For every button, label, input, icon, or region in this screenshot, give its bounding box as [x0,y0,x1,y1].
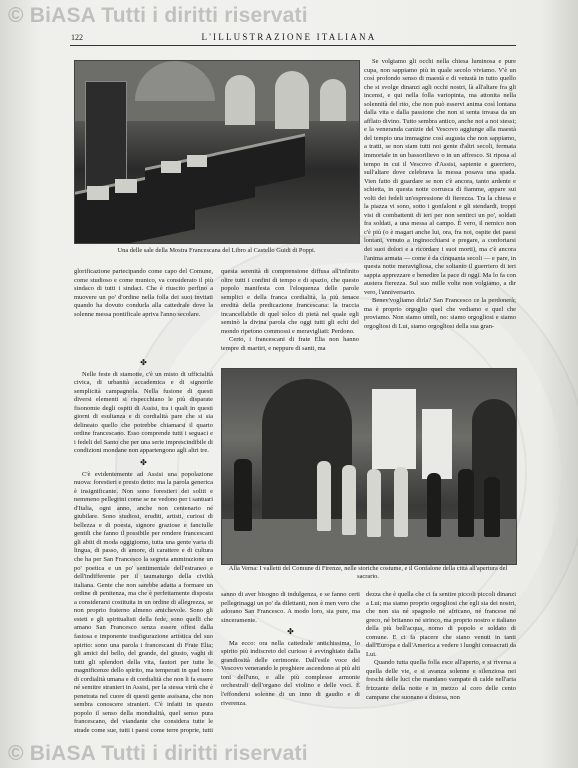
photo-arch [262,379,352,529]
photo-friar-figure [234,459,252,531]
paragraph: Se volgiamo gli occhi nella chiesa luminosa e pure cupa, non sappiamo più in quale secolo viviamo. V'è un così profondo senso di maestà e di vetustà in tutto quello che si svolge dinanzi agli occhi nostri, là all'altare fra gli incensi, e qui nella folla variopinta, ma attonita nella solennità del rito, che non può esservi anima così lontana dalla vita e dalla passione che non si senta invasa da un afflato divino. Tutto sembra antico, anche noi a noi stessi; e la veneranda canizie del Vescovo aggiunge alla maestà del tempio una immagine così augusta che non sappiamo, a tratti, se non siam tutti noi gente d'altri secoli, fermata immortale in un bassorilievo o in un affresco. Si riposa al tempo in cui il Vescovo d'Assisi, sapiente e guerriero, sull'altare dove celebrava la messa posava una spada. Vien fatto di guardare se non c'è ancora, tanto ardente e schietta, in questa notte corrusca di fiamme, appare sui volti dei fedeli un'espressione di fierezza. Tra la chiesa e la piazza vi sono, sotto i gonfaloni e gli stendardi, troppi visi di combattenti di ieri per non sentirci un po', soldati fra soldati, a una messa al campo. È vero, il nemico non c'è più (o è magari anche lui, ora, fra noi, ospite dei paesi lontani, venuto a inginocchiarsi e pregare, a confortarsi dei suoi dolori e a ricordare i suoi morti), ma c'è ancora l'anima armata — come è da cinquanta secoli — e pare, in questa notte meravigliosa, che soltanto il guerriero di ieri sappia apprezzare e benedire la pace di oggi. Ma lo fa con austera fierezza. Sul suo mille volte non volgiamo, a dir vero, l'anniversario. [364,58,516,296]
photo-window [275,71,309,129]
photo-crowd-figure [427,473,441,537]
paragraph: Certo, i francescani di frate Elia non hanno tempre di martiri, e neppure di santi, ma [221,336,359,352]
paragraph: Benev'vogliamo dirla? San Francesco ce la perdonerà; ma è proprio orgoglio quel che vediamo e quel che proviamo. Non siamo umili, no: siamo orgogliosi e siamo orgogliosi di Lui, siamo orgogliosi della sua gran- [364,297,516,330]
watermark-bottom: © BiASA Tutti i diritti riservati [8,742,308,765]
text-column-1-top [74,268,213,348]
paragraph: questa serenità di comprensione diffusa all'infinito oltre tutti i confini di tempo e di spazio, che questo popolo manifesta con l'eloquenza delle parole semplici e della franca cordialità, la più tenace eredità della predicazione francescana: la traccia incancellabile di quel solco di pietà nel quale egli seminò la divina parola che oggi tutti gli echi del mondo ripetono commossi e meravigliati: Perdono. [221,268,359,335]
header-rule [70,45,516,46]
photo-book [161,161,181,173]
photo-gonfalone [372,389,416,469]
photo-window [320,79,346,121]
page-number: 122 [71,33,83,42]
exhibition-hall-photo [74,60,360,244]
section-separator-icon: ✤ [140,358,147,367]
paragraph: C'è evidentemente ad Assisi una popolazione nuova: forestieri e presto detto: ma la parola generica è insignificante. Non sono forestieri dei soliti e nemmeno pellegrini come se ne vedono per i santuari d'Italia, ogni anno, anche non centenario né giubilare. Sono studiosi, eruditi, artisti, curiosi di bellezza e di poesia, signore graziose e fanciulle gentili che fanno il possibile per rendere francescani gli abiti di moda oggigiorno, tutta una gente varia di lingua, di passo, di amore, di carattere e di cultura che ha per San Francesco la segreta ammirazione un po' poetica e un po' sentimentale dell'estraneo e dell'indifferente per il taumaturgo della civiltà italiana. Gente che non sarebbe adatta a formare un ordine di penitenza, ma che è perfettamente disposta a considerarsi costituita in un ordine di allegrezza, se non proprio fraterno almeno amichevole. Sono gli esteti e gli spiritualisti della fede, sono quelli che amano San Francesco senza essere offesi dalla fastosa e imponente trasfigurazione artistica del suo spirito: sono una parola i francescani di Frate Elia; gli amici del bello, del grande, del giusto, vaghi di tutti gli splendori della vita, fautori per tutte le magnificenze dello spirito, ma temperati in quel tono di cordialità umana e di cordialità che non li fa essere né semitre stranieri in Assisi, per la stessa virtù che è penetrata nel cuore di questi gente assisana, che non sembra conoscere stranieri. C'è infatti in questo popolo il senso della mondialità, quel senso pura francescano, del viandante che considera tutte le strade come sue, tutti i paesi come terre proprie, tutti [74,470,213,734]
running-title: L'ILLUSTRAZIONE ITALIANA [201,32,377,42]
watermark-top: © BiASA Tutti i diritti riservati [8,4,308,27]
paragraph: Quando tutta quella folla esce all'aperto, e si riversa a quella delle vie, e si avanza solenne e silenziosa nei freschi delle luci che mandano vampate di calde nell'aria frizzante della notte e in mezzo al coro delle cento campane che suonano a distesa, non [366,659,516,701]
photo-display-case [215,133,305,195]
paragraph: dezza che è quella che ci fa sentire piccoli piccoli dinanzi a Lui; ma siamo proprio orgogliosi che egli sia dei nostri, che non sia né spagnolo né africano, né francese né greco, né britanno né sirinco, ma proprio nostro e italiano della più bell'acqua, nomo di popolo e soldato di comune. E ci fa piacere che siano venuti in tanti dall'Europa e dall'America a vedere i luoghi consacrati da Lui. [366,591,516,658]
photo-crowd-figure [458,469,474,537]
paragraph: glorificazione partecipando come capo del Comune, come studioso e come munico, va considerato il più sindaco di tutti i sindaci. Che è riuscito perfino a muovere un po' d'ordine nella folla dei suoi invitati quando ha dovuto condurla alla cattedrale dove la solenne messa pontificale apriva l'anno secolare. [74,268,213,318]
figure-caption: Una delle sale della Mostra Francescana del Libro al Castello Guidi di Poppi. [117,247,316,254]
text-column-2-bottom [221,591,360,733]
section-separator-icon: ✤ [287,627,294,637]
photo-window [225,75,255,125]
section-separator-icon: ✤ [140,458,147,468]
text-column-2-top [221,268,359,354]
procession-photo [221,368,517,565]
photo-book [115,179,137,193]
photo-crowd-figure [484,477,500,537]
photo-valet-figure [367,469,381,537]
paragraph: sanno di aver bisogno di indulgenza, e se fanno certi pellegrinaggi un po' da dilettanti, non è men vero che adorano San Francesco. A modo loro, sia pure, ma sinceramente. [221,591,360,624]
photo-valet-figure [317,461,331,531]
photo-valet-figure [342,465,356,535]
text-column-1-bottom [74,356,213,734]
photo-book [87,186,109,200]
photo-bookshelf [85,81,127,193]
text-column-3-bottom [366,591,516,733]
paragraph: Ma ecco: ora nella cattedrale antichissima, lo spirito più indiscreto del curioso è avvinghiato dalla grandiosità delle cerimonie. Dall'esile voce del Vescovo venerando le preghiere ascendono ai più alti toni dell'uno, e alle più complesse armonie orchestrali dell'organo del violino e delle voci. È l'effondersi solenne di un inno di gaudio e di riverenza. [221,639,360,707]
photo-banner [422,409,452,479]
paragraph: Nelle feste di stamotte, c'è un misto di ufficialità civica, di urbanità accademica e di signorile semplicità campagnola. Nella fusione di questi diversi elementi si rispecchiano le più disparate fisonomie degli ospiti di Assisi, tra i quali in questi giorni di esultanza e di cordialità pare che si sia delineato quello che potrebbe chiamarsi il quarto ordine francescano. Esso comprende tutti i seguaci e i fedeli del Santo che per una serie imprescindibile di condizioni mondane non appartengono agli altri tre. [74,370,213,455]
photo-valet-figure [394,467,408,537]
figure-caption: Alla Verna: I valletti del Comune di Firenze, nelle storiche costume, e il Gonfalone della città all'apertura del sacrario. [228,565,508,580]
text-column-3-top [364,58,516,360]
photo-book [187,155,207,167]
